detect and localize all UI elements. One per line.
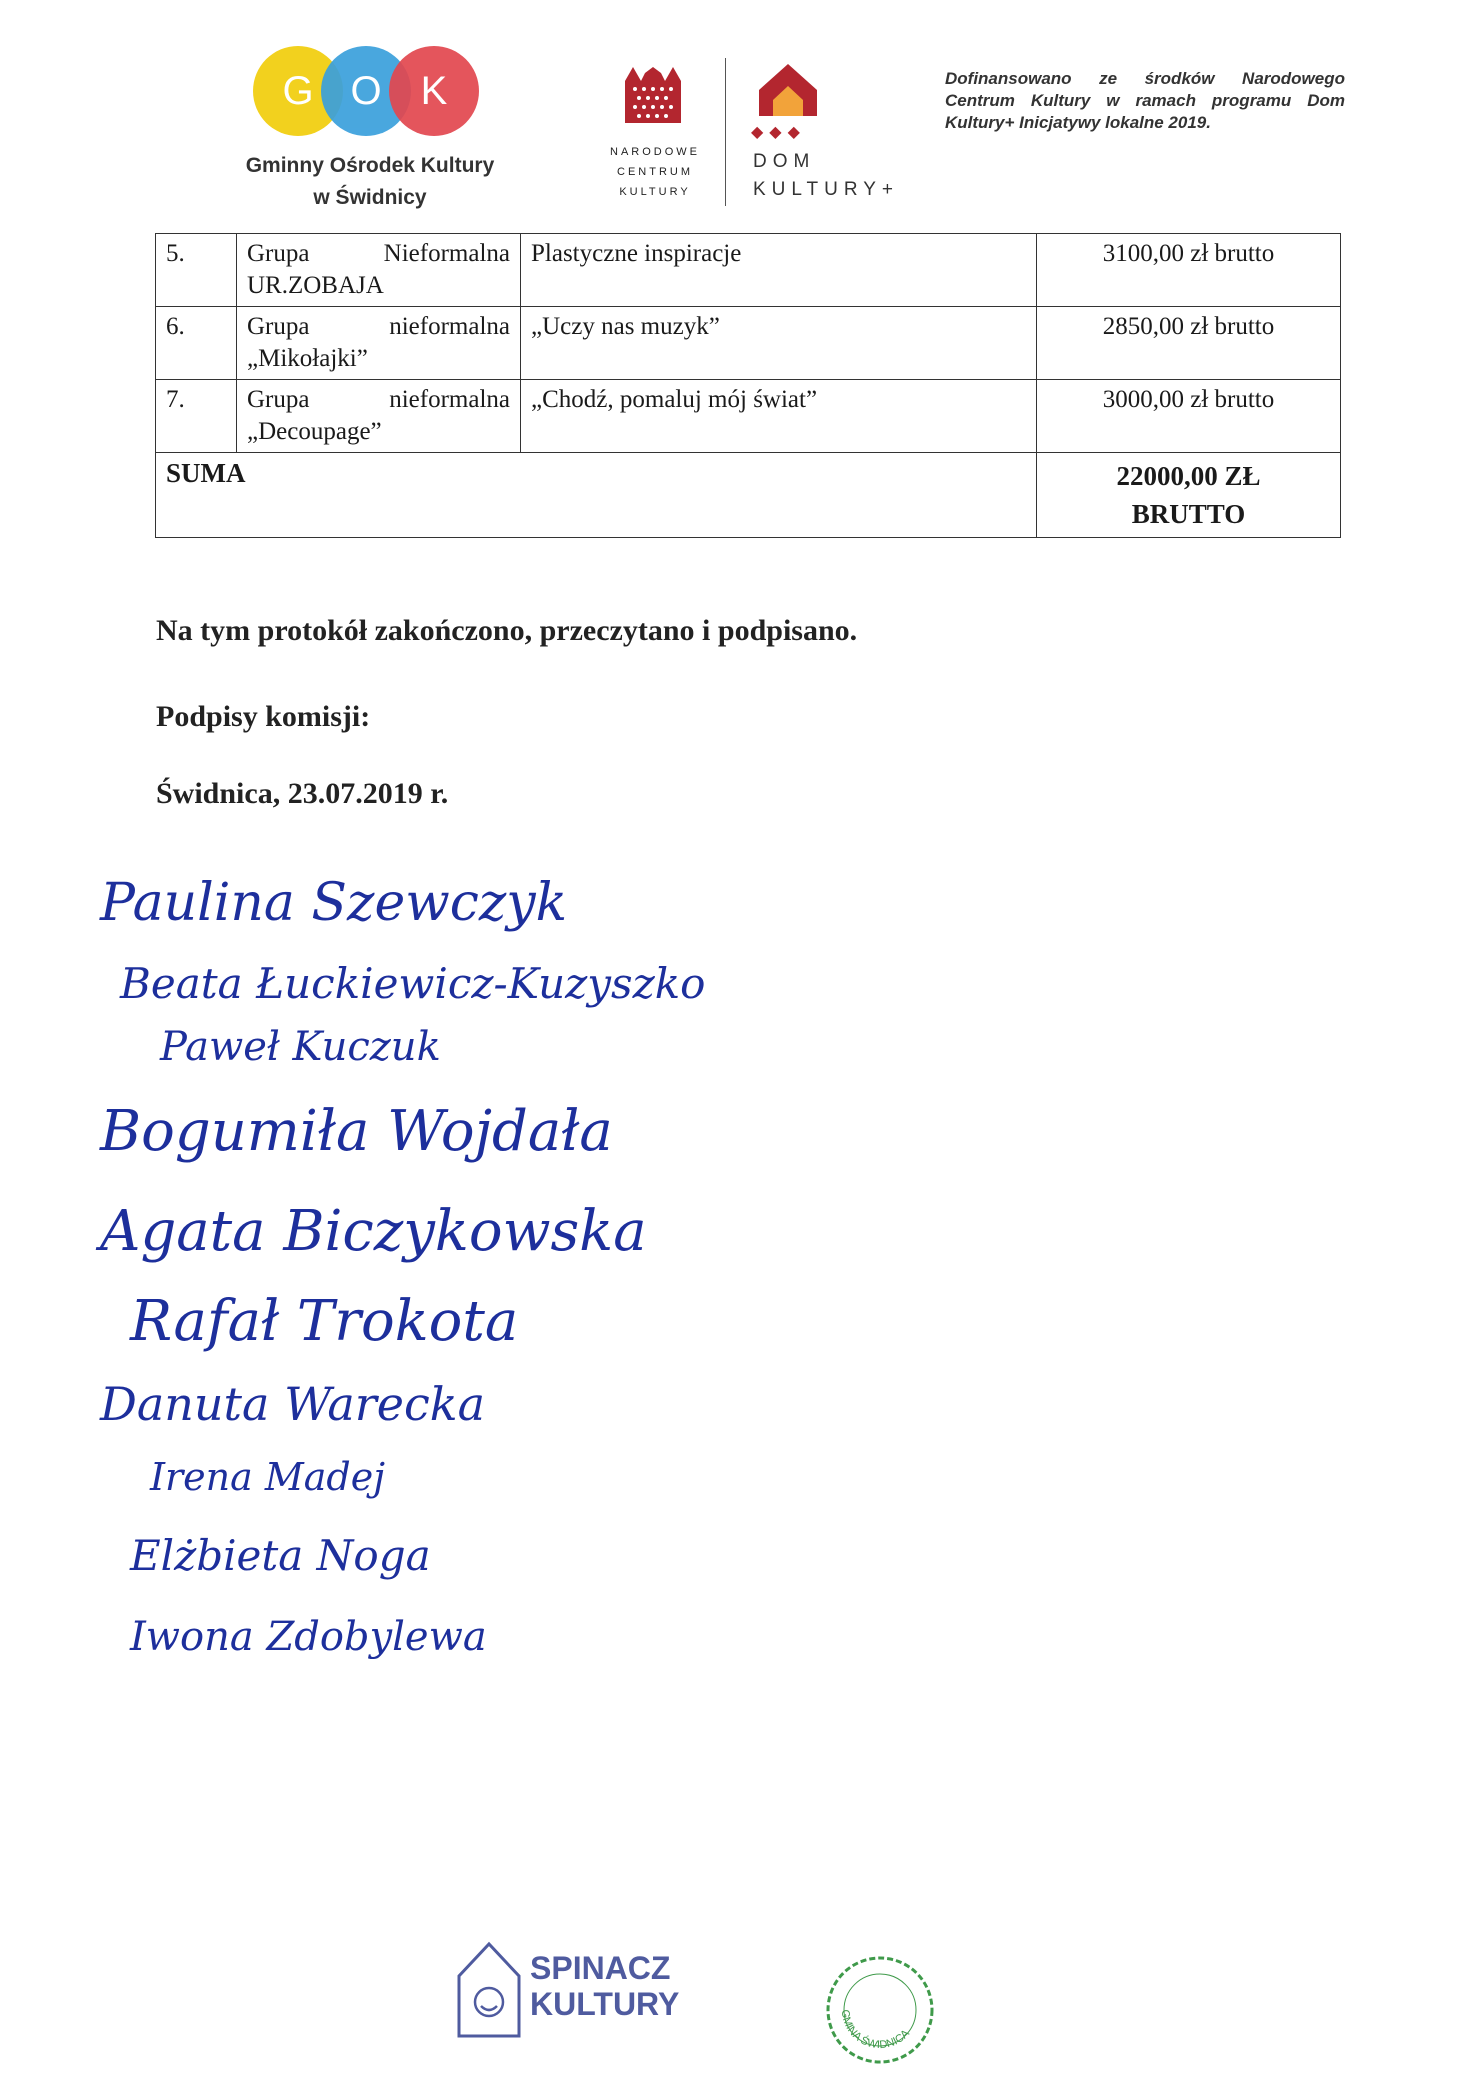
group-name: „Mikołajki”	[247, 345, 368, 372]
group-name: „Decoupage”	[247, 418, 382, 445]
spinacz-line: SPINACZ	[530, 1950, 671, 1986]
stamp-text: GMINA ŚWIDNICA	[838, 2008, 912, 2052]
gok-name-line2: w Świdnicy	[313, 186, 427, 209]
row-number: 5.	[156, 234, 237, 307]
closing-text: Na tym protokół zakończono, przeczytano i podpisano.	[156, 614, 858, 647]
gok-letter-g: G	[253, 46, 343, 136]
signature: Rafał Trokota	[130, 1289, 519, 1354]
signature: Beata Łuckiewicz-Kuzyszko	[120, 959, 706, 1008]
house-icon	[753, 60, 823, 120]
group-word: Grupa	[247, 313, 310, 340]
signatures-label: Podpisy komisji:	[156, 700, 371, 733]
gok-letter-k: K	[389, 46, 479, 136]
sum-row	[156, 453, 1341, 538]
group-type: nieformalna	[389, 313, 510, 340]
nck-line: CENTRUM	[617, 166, 693, 178]
funding-note: Dofinansowano ze środków Narodowego Centrum Kultury w ramach programu Dom Kultury+ Inicjatywy lokalne 2019.	[945, 69, 1345, 132]
group-word: Grupa	[247, 240, 310, 267]
signature: Iwona Zdobylewa	[130, 1614, 487, 1660]
nck-logo	[595, 62, 715, 212]
gok-logo	[205, 38, 535, 218]
spinacz-text	[530, 1950, 679, 2022]
signature: Paweł Kuczuk	[160, 1024, 441, 1070]
svg-text:GMINA ŚWIDNICA	[839, 2009, 913, 2051]
signature: Paulina Szewczyk	[100, 873, 568, 933]
table-row	[156, 234, 1341, 307]
nck-mark-icon	[625, 67, 681, 123]
gok-name	[205, 150, 535, 214]
sum-value-line1: 22000,00 ZŁ	[1116, 461, 1261, 491]
group-cell	[237, 234, 521, 307]
project-name: Plastyczne inspiracje	[521, 234, 1037, 307]
row-number: 6.	[156, 307, 237, 380]
results-table	[155, 233, 1341, 538]
sum-value-line2: BRUTTO	[1131, 499, 1246, 529]
row-number: 7.	[156, 380, 237, 453]
sum-value	[1037, 453, 1341, 538]
dom-kultury-dots: ◆◆◆	[751, 124, 806, 141]
house-face-icon	[455, 1940, 523, 2040]
place-date: Świdnica, 23.07.2019 r.	[156, 777, 449, 810]
project-name: „Chodź, pomaluj mój świat”	[521, 380, 1037, 453]
logo-divider	[725, 58, 726, 206]
signature: Elżbieta Noga	[130, 1531, 431, 1580]
spinacz-line: KULTURY	[530, 1986, 680, 2022]
project-name: „Uczy nas muzyk”	[521, 307, 1037, 380]
nck-line: KULTURY	[619, 186, 691, 198]
signature: Agata Biczykowska	[100, 1199, 647, 1264]
amount: 3000,00 zł brutto	[1037, 380, 1341, 453]
gok-letter-o: O	[321, 46, 411, 136]
group-type: Nieformalna	[383, 240, 510, 267]
amount: 3100,00 zł brutto	[1037, 234, 1341, 307]
signature: Bogumiła Wojdała	[100, 1099, 613, 1164]
group-cell	[237, 380, 521, 453]
sum-label: SUMA	[156, 453, 1037, 538]
dk-line: DOM	[753, 151, 816, 172]
table-row	[156, 307, 1341, 380]
gok-name-line1: Gminny Ośrodek Kultury	[245, 154, 495, 177]
signature: Danuta Warecka	[100, 1377, 486, 1431]
amount: 2850,00 zł brutto	[1037, 307, 1341, 380]
group-word: Grupa	[247, 386, 310, 413]
signatures-block	[90, 850, 740, 1670]
dom-kultury-logo	[745, 60, 905, 210]
gmina-stamp	[820, 1950, 940, 2070]
nck-line: NARODOWE	[610, 146, 700, 158]
nck-text	[595, 142, 715, 202]
signature: Irena Madej	[150, 1455, 386, 1499]
dk-line: KULTURY+	[753, 179, 900, 200]
group-name: UR.ZOBAJA	[247, 272, 384, 299]
table-row	[156, 380, 1341, 453]
dom-kultury-text	[753, 148, 899, 204]
group-cell	[237, 307, 521, 380]
spinacz-kultury-logo	[455, 1940, 685, 2050]
group-type: nieformalna	[389, 386, 510, 413]
